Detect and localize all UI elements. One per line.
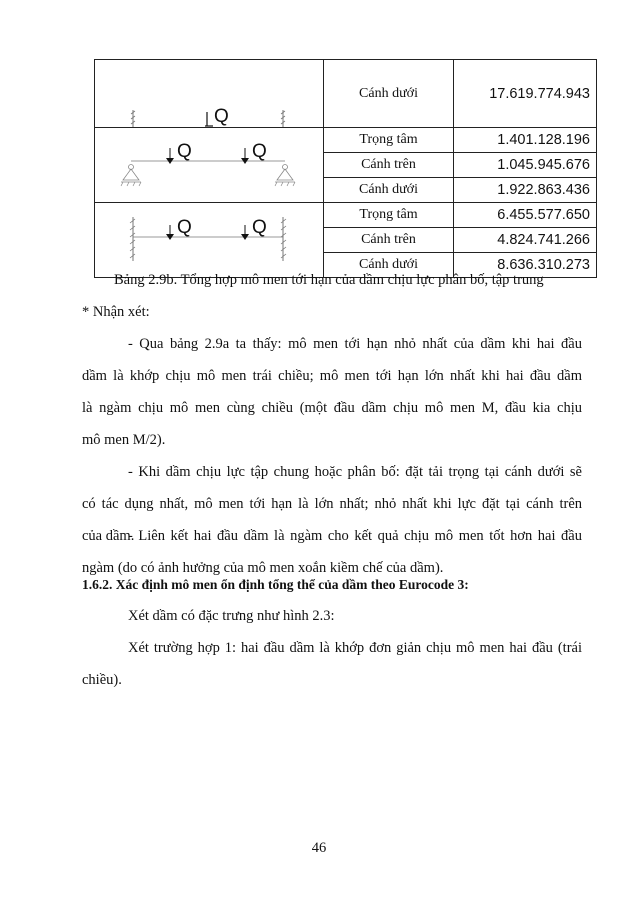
table-row [95,203,597,228]
text-line: Xét dầm có đặc trưng như hình 2.3: [128,608,335,624]
text-line: - Liên kết hai đầu dầm là ngàm cho kết quả chịu mô men tốt hơn hai đầu [128,528,582,544]
text-line: có tác dụng nhất, mô men tới hạn là lớn nhất; nhỏ nhất khi lực đặt tại cánh trên [82,496,582,512]
text-line: chiều). [82,672,122,688]
table-cell-label: Cánh dưới [324,60,454,128]
beam-diagram-icon [95,60,323,127]
table-cell-value: 1.401.128.196 [454,128,597,153]
table-cell-label: Trọng tâm [324,128,454,153]
load-q-label: Q [214,106,229,127]
remark-title: * Nhận xét: [82,304,150,320]
table-cell-value: 6.455.577.650 [454,203,597,228]
beam-figure-pinned-two-loads [95,128,324,203]
table-cell-value: 8.636.310.273 [454,253,597,278]
page-number: 46 [311,840,327,856]
table-cell-label: Cánh trên [324,228,454,253]
table-cell-label: Trọng tâm [324,203,454,228]
section-heading: 1.6.2. Xác định mô men ổn định tổng thể của dầm theo Eurocode 3: [82,577,469,592]
beam-figure-fixed-single-load [95,60,324,128]
load-q-label: Q [252,217,267,238]
beam-figure-fixed-two-loads [95,203,324,278]
results-table [94,59,597,278]
text-line: - Qua bảng 2.9a ta thấy: mô men tới hạn nhỏ nhất của dầm khi hai đầu [128,336,582,352]
beam-diagram-icon [95,128,323,200]
beam-diagram-icon [95,203,323,275]
text-line: ngàm (do có ảnh hưởng của mô men xoắn kiềm chế của dầm). [82,560,444,576]
paragraph-2 [82,632,582,696]
text-line: Xét trường hợp 1: hai đầu dầm là khớp đơn giản chịu mô men hai đầu (trái [128,640,582,656]
text-line: của dầm. [82,528,135,544]
table-cell-label: Cánh dưới [324,178,454,203]
table-cell-value: 4.824.741.266 [454,228,597,253]
remark-bullet-3 [82,520,582,584]
table-cell-label: Cánh trên [324,153,454,178]
table-caption: Bảng 2.9b. Tổng hợp mô men tới hạn của dầm chịu lực phân bố, tập trung [114,272,544,288]
table-cell-value: 1.922.863.436 [454,178,597,203]
text-line: - Khi dầm chịu lực tập chung hoặc phân bố: đặt tải trọng tại cánh dưới sẽ [128,464,582,480]
table-row [95,60,597,128]
text-line: mô men M/2). [82,432,166,448]
text-line: dầm là khớp chịu mô men trái chiều; mô men tới hạn lớn nhất khi hai đầu dầm [82,368,582,384]
load-q-label: Q [177,141,192,162]
load-q-label: Q [252,141,267,162]
remark-title-block [82,296,582,328]
table-cell-value: 1.045.945.676 [454,153,597,178]
table-row [95,128,597,153]
load-q-label: Q [177,217,192,238]
remark-bullet-1 [82,328,582,456]
table-cell-value: 17.619.774.943 [454,60,597,128]
paragraph-1 [82,600,582,632]
text-line: là ngàm chịu mô men cùng chiều (một đầu dầm chịu mô men M, đầu kia chịu [82,400,582,416]
table-cell-label: Cánh dưới [324,253,454,278]
